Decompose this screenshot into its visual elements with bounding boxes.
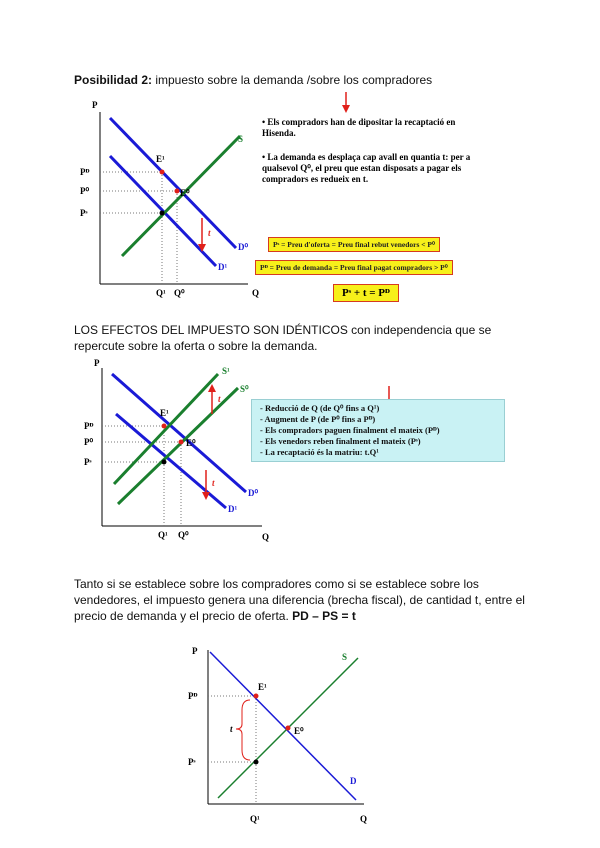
chart2-label-e0: E⁰	[186, 438, 196, 448]
chart2-label-e1: E¹	[160, 408, 169, 418]
formula-box: Pˢ + t = Pᴰ	[333, 284, 399, 302]
chart3-label-t: t	[230, 724, 233, 734]
chart2-label-s0: S⁰	[240, 384, 249, 394]
chart3-axis-q: Q	[360, 814, 368, 824]
chart1-label-s: S	[238, 134, 244, 144]
effect-item: - Augment de P (de P⁰ fins a Pᴰ)	[260, 414, 376, 424]
chart2-label-d0: D⁰	[248, 488, 259, 498]
chart1-label-e1: E¹	[156, 154, 165, 164]
chart1	[78, 98, 258, 298]
chart1-tick-pd: Pᴰ	[80, 167, 90, 177]
chart2-tick-p0: P⁰	[84, 437, 94, 447]
chart3-point-ps	[254, 760, 259, 765]
chart2-label-t-bottom: t	[212, 478, 215, 488]
chart3-label-d: D	[350, 776, 357, 786]
chart3-tick-ps: Pˢ	[188, 757, 196, 767]
chart3-tick-q1: Q¹	[250, 814, 260, 824]
effects-box	[251, 399, 505, 462]
chart1-point-e0	[175, 189, 180, 194]
chart3-label-e0: E⁰	[294, 726, 304, 736]
chart1-label-e0: E⁰	[180, 188, 190, 198]
effect-item: - La recaptació és la matriu: t.Q¹	[260, 447, 379, 457]
chart1-point-e1	[160, 170, 165, 175]
section3-paragraph	[74, 576, 534, 624]
price-supply-box: Pˢ = Preu d'oferta = Preu final rebut venedors < P⁰	[268, 237, 440, 252]
chart3-axis-p: P	[192, 646, 198, 656]
chart1-axis-p: P	[92, 100, 98, 110]
effect-item: - Els compradors paguen finalment el mateix (Pᴰ)	[260, 425, 440, 435]
chart2-tick-q1: Q¹	[158, 530, 168, 540]
chart2-tick-q0: Q⁰	[178, 530, 189, 540]
chart1-label-d1: D¹	[218, 262, 228, 272]
chart2-label-s1: S¹	[222, 366, 230, 376]
section1-bullet1: • Els compradors han de dipositar la recaptació en Hisenda.	[262, 117, 456, 138]
effect-item: - Reducció de Q (de Q⁰ fins a Q¹)	[260, 403, 380, 413]
chart1-axis-q: Q	[252, 288, 260, 298]
section3-paragraph-bold: PD – PS = t	[292, 609, 356, 623]
chart1-label-t: t	[208, 228, 211, 238]
heading-rest: impuesto sobre la demanda /sobre los compradores	[152, 73, 433, 87]
chart1-tick-q1: Q¹	[156, 288, 166, 298]
chart2-demand-d0	[112, 374, 246, 492]
chart2-supply-s0	[118, 388, 238, 504]
chart2-label-d1: D¹	[228, 504, 238, 514]
chart2-axis-q: Q	[262, 532, 270, 542]
chart1-point-ps	[160, 211, 165, 216]
chart1-tick-ps: Pˢ	[80, 208, 88, 218]
chart1-demand-d0	[110, 118, 236, 248]
price-demand-box: Pᴰ = Preu de demanda = Preu final pagat compradors > P⁰	[255, 260, 453, 275]
chart3	[184, 644, 384, 830]
heading-bold: Posibilidad 2:	[74, 73, 153, 87]
chart2-axis-p: P	[94, 358, 100, 368]
chart3-tick-pd: Pᴰ	[188, 691, 198, 701]
chart3-brace	[236, 700, 250, 760]
chart1-tick-q0: Q⁰	[174, 288, 185, 298]
effect-item: - Els venedors reben finalment el mateix (Pˢ)	[260, 436, 421, 446]
chart1-label-d0: D⁰	[238, 242, 249, 252]
chart3-label-e1: E¹	[258, 682, 267, 692]
red-down-arrow-1	[341, 92, 351, 114]
chart2-tick-ps: Pˢ	[84, 457, 92, 467]
chart3-label-s: S	[342, 652, 348, 662]
section1-heading	[74, 72, 432, 88]
chart2-tick-pd: Pᴰ	[84, 421, 94, 431]
chart1-tick-p0: P⁰	[80, 186, 90, 196]
chart3-point-e1	[254, 694, 259, 699]
chart3-point-e0	[286, 726, 291, 731]
chart2-point-ps	[162, 460, 167, 465]
chart2-point-e1	[162, 424, 167, 429]
chart2	[84, 358, 274, 548]
chart2-point-e0	[179, 440, 184, 445]
chart2-label-t-top: t	[218, 394, 221, 404]
section2-paragraph: LOS EFECTOS DEL IMPUESTO SON IDÉNTICOS con independencia que se repercute sobre la oferta o sobre la demanda.	[74, 323, 492, 353]
section3-paragraph-start: Tanto si se establece sobre los compradores como si se establece sobre los vendedores, el impuesto genera una diferencia (brecha fiscal), de cantidad t, entre el precio de demanda y el precio de oferta.	[74, 577, 525, 623]
section1-bullet2: • La demanda es desplaça cap avall en quantia t: per a qualsevol Q⁰, el preu que estan disposats a pagar els compradors es redueix en t.	[262, 152, 471, 184]
